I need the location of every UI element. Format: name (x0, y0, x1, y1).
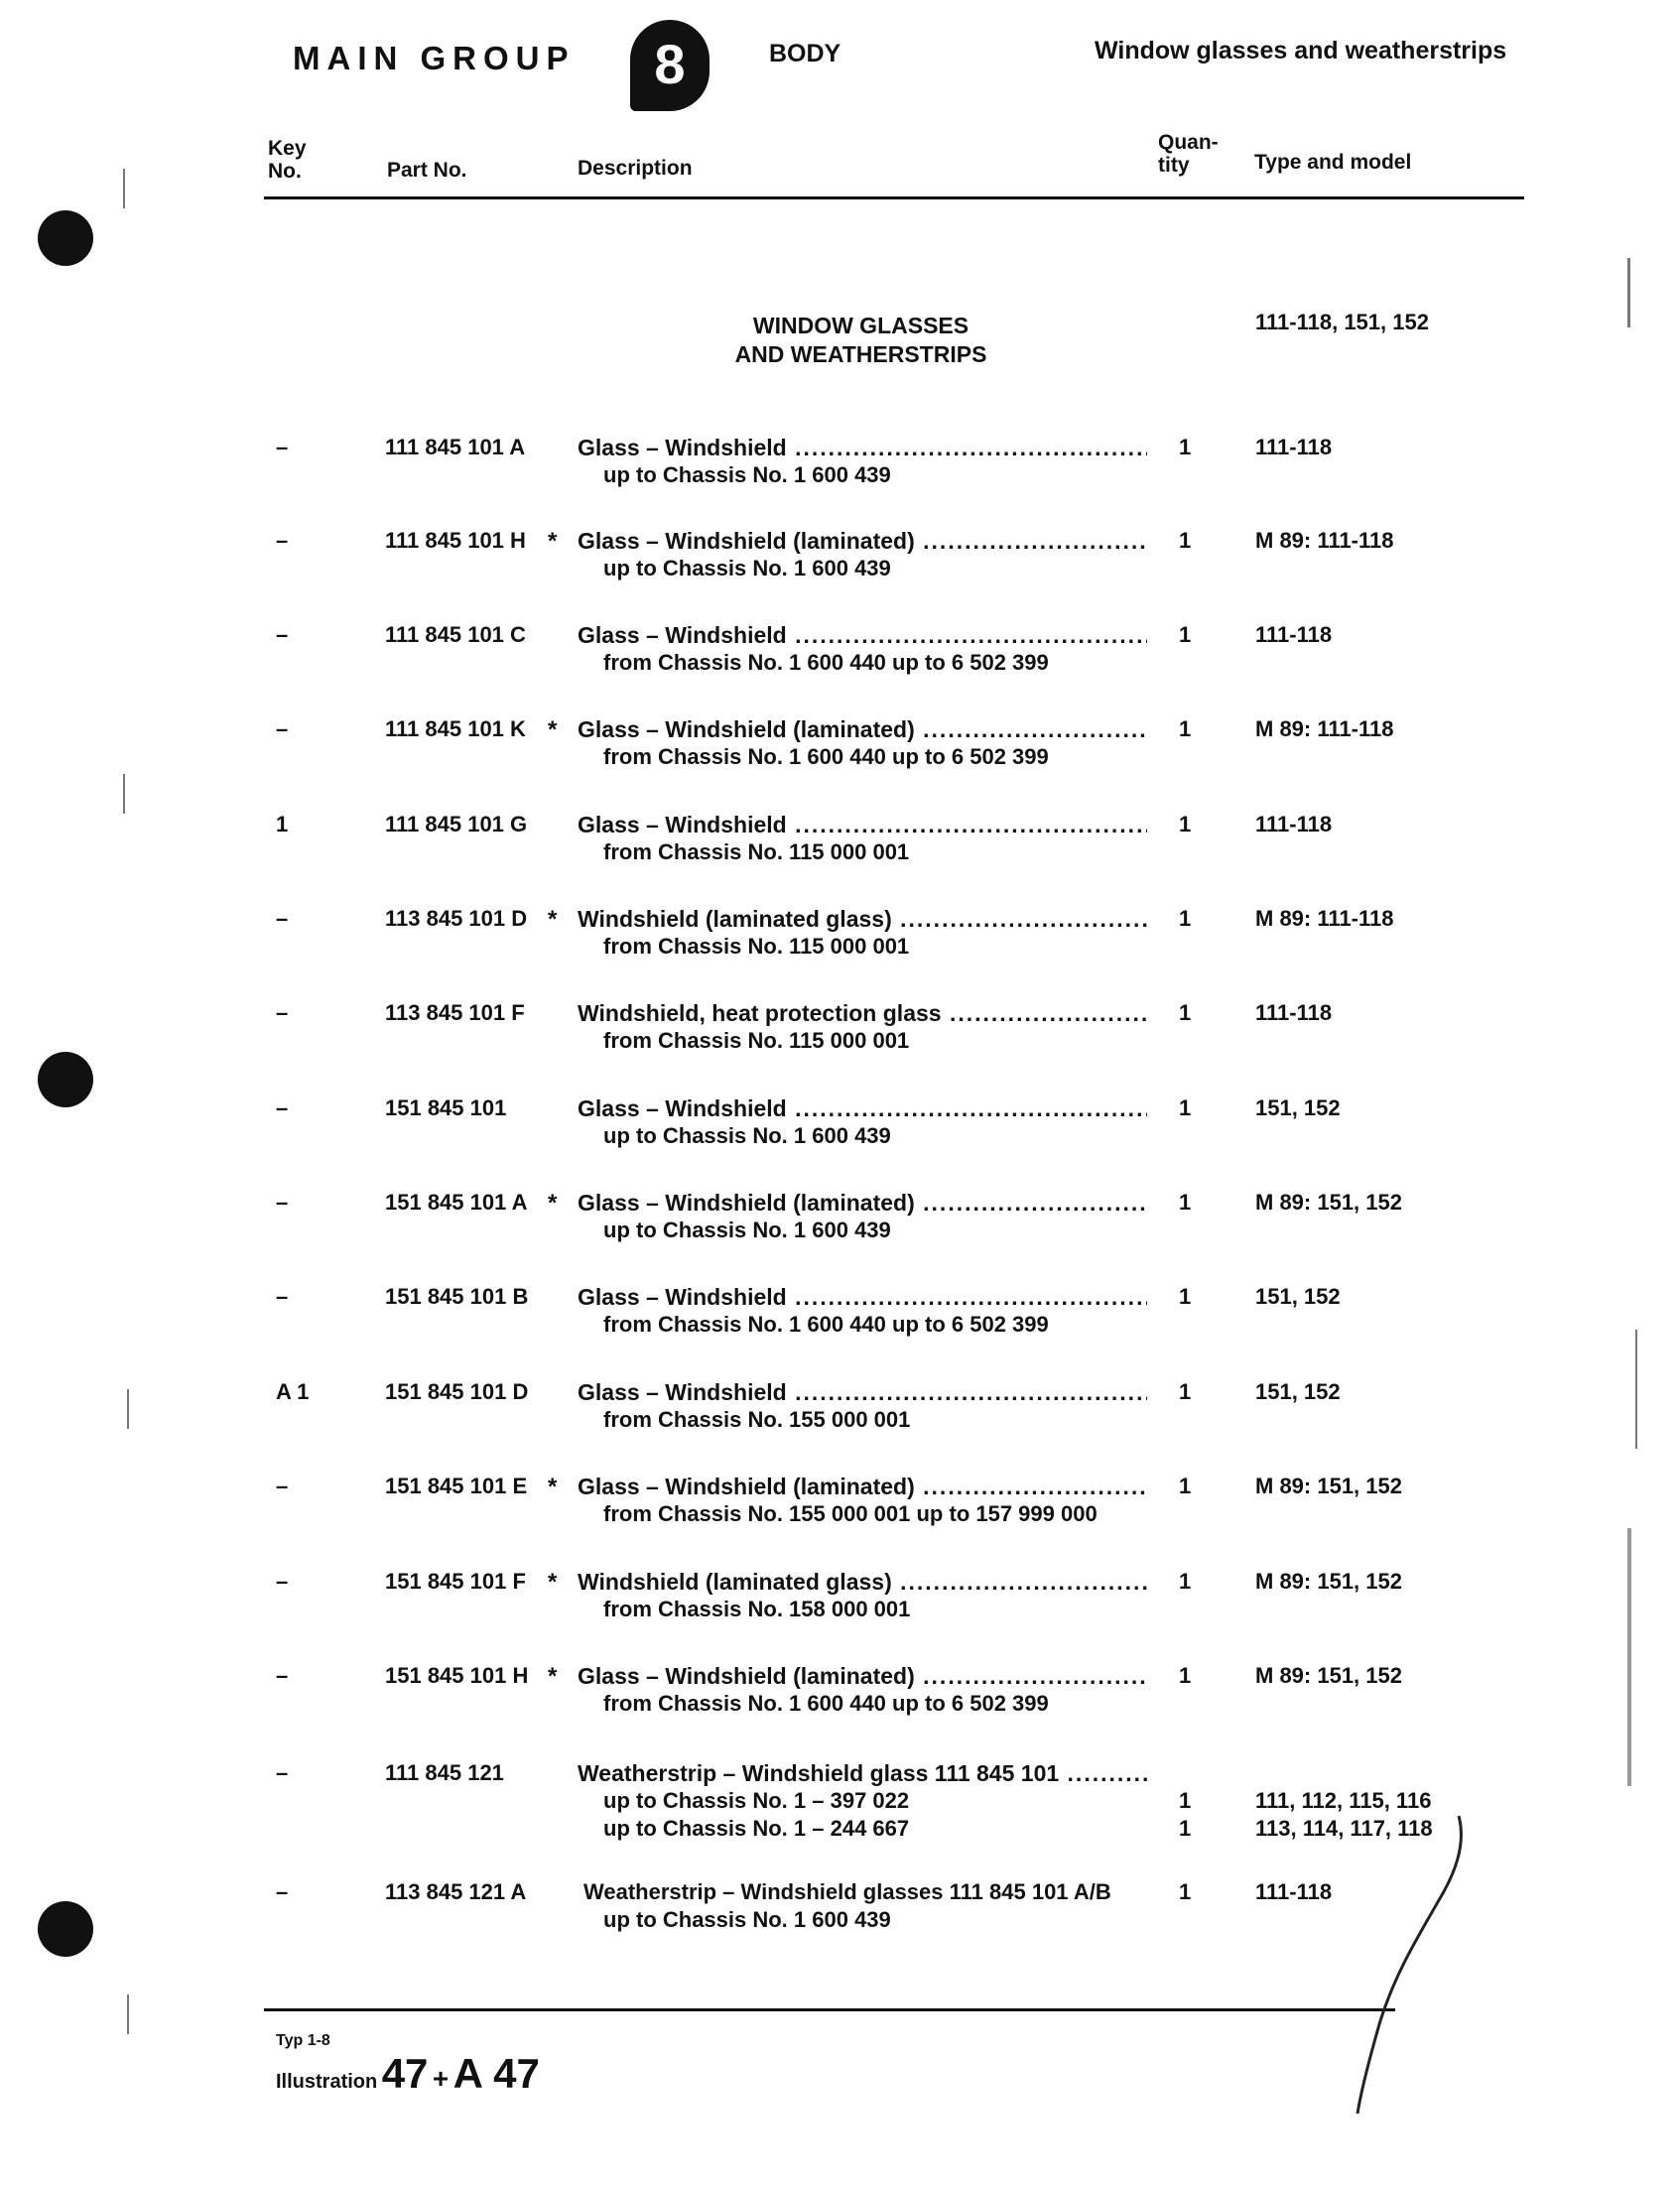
type-model: 151, 152 (1255, 1284, 1341, 1309)
col-type-model: Type and model (1254, 151, 1412, 174)
part-no: 113 845 121 A (385, 1879, 527, 1904)
part-no: 151 845 101 (385, 1095, 507, 1120)
description: Glass – Windshield (laminated) ..... (578, 1663, 1147, 1690)
part-no: 113 845 101 F (385, 1000, 525, 1025)
type-model: M 89: 151, 152 (1255, 1663, 1402, 1688)
section-label: BODY (769, 40, 841, 67)
part-no: 111 845 101 G (385, 812, 528, 836)
chassis-range: from Chassis No. 155 000 001 (603, 1407, 911, 1432)
quantity: 1 (1179, 906, 1192, 931)
section-title-line1: WINDOW GLASSES (752, 313, 969, 338)
chassis-range: up to Chassis No. 1 600 439 (603, 1907, 891, 1932)
parts-row (0, 622, 1680, 682)
chassis-range: up to Chassis No. 1 – 244 667 (603, 1816, 910, 1841)
type-model: M 89: 111-118 (1255, 716, 1394, 741)
quantity: 1 (1179, 1284, 1192, 1309)
parts-row (0, 716, 1680, 776)
quantity: 1 (1179, 1190, 1192, 1215)
key-no: – (276, 1663, 289, 1688)
part-no: 151 845 101 B (385, 1284, 529, 1309)
parts-row (0, 528, 1680, 587)
description: Glass – Windshield (laminated) ..... (578, 1190, 1147, 1217)
footer-illustration (276, 2050, 540, 2098)
description: Glass – Windshield ..... (578, 1095, 1147, 1122)
part-no: 151 845 101 A (385, 1190, 528, 1215)
key-no: – (276, 1879, 289, 1904)
chassis-range: up to Chassis No. 1 600 439 (603, 556, 891, 580)
quantity: 1 (1179, 1788, 1192, 1813)
star-marker: * (548, 1190, 558, 1217)
quantity: 1 (1179, 1879, 1192, 1904)
parts-row (0, 1663, 1680, 1723)
description: Glass – Windshield (laminated) ..... (578, 528, 1147, 555)
illustration-plus: + (432, 2063, 450, 2094)
chassis-range: from Chassis No. 155 000 001 up to 157 999 000 (603, 1501, 1098, 1526)
part-no: 113 845 101 D (385, 906, 528, 931)
illustration-number-alt: A 47 (452, 2050, 540, 2097)
type-model: M 89: 111-118 (1255, 528, 1394, 553)
type-model: M 89: 151, 152 (1255, 1474, 1402, 1498)
description: Glass – Windshield ..... (578, 622, 1147, 649)
scan-speck (123, 774, 125, 814)
scan-speck (123, 169, 125, 208)
chassis-range: up to Chassis No. 1 600 439 (603, 462, 891, 487)
subject-title: Window glasses and weatherstrips (1095, 37, 1507, 64)
part-no: 111 845 101 H (385, 528, 526, 553)
description: Glass – Windshield (laminated) ..... (578, 716, 1147, 743)
description: Glass – Windshield ..... (578, 1284, 1147, 1311)
type-model: M 89: 151, 152 (1255, 1569, 1402, 1594)
chassis-range: from Chassis No. 1 600 440 up to 6 502 399 (603, 744, 1049, 769)
star-marker: * (548, 1569, 558, 1596)
section-title (675, 312, 1047, 369)
group-number-badge: 8 (630, 20, 710, 111)
type-model: 111-118 (1255, 622, 1333, 647)
footer-typ: Typ 1-8 (276, 2032, 330, 2049)
scan-speck (1627, 1528, 1631, 1786)
key-no: – (276, 906, 289, 931)
description: Glass – Windshield ..... (578, 435, 1147, 461)
header-rule (264, 196, 1524, 199)
type-model: 111-118 (1255, 1879, 1333, 1904)
main-group-label: MAIN GROUP (293, 40, 576, 76)
key-no: – (276, 1000, 289, 1025)
parts-row (0, 1474, 1680, 1533)
quantity: 1 (1179, 812, 1192, 836)
key-no: – (276, 1095, 289, 1120)
chassis-range: up to Chassis No. 1 – 397 022 (603, 1788, 910, 1813)
quantity: 1 (1179, 622, 1192, 647)
col-part-no: Part No. (387, 159, 467, 182)
star-marker: * (548, 528, 558, 555)
type-model: 111-118 (1255, 1000, 1333, 1025)
type-model: 111, 112, 115, 116 (1255, 1788, 1432, 1813)
description: Glass – Windshield (laminated) ..... (578, 1474, 1147, 1500)
chassis-range: from Chassis No. 115 000 001 (603, 839, 910, 864)
quantity: 1 (1179, 1379, 1192, 1404)
col-description: Description (578, 157, 693, 180)
key-no: – (276, 1569, 289, 1594)
parts-row (0, 1095, 1680, 1155)
type-model: M 89: 151, 152 (1255, 1190, 1402, 1215)
scan-speck (127, 1994, 129, 2034)
key-no: A 1 (276, 1379, 310, 1404)
parts-row (0, 1190, 1680, 1249)
part-no: 151 845 101 D (385, 1379, 529, 1404)
star-marker: * (548, 716, 558, 743)
footer-rule (264, 2008, 1395, 2011)
scan-speck (1635, 1330, 1637, 1449)
key-no: – (276, 1760, 289, 1785)
type-model: 151, 152 (1255, 1379, 1341, 1404)
illustration-label: Illustration (276, 2071, 378, 2093)
col-quantity: Quan- tity (1158, 131, 1219, 177)
description: Weatherstrip – Windshield glasses 111 845 101 A/B (583, 1879, 1111, 1904)
parts-row (0, 1000, 1680, 1060)
key-no: – (276, 435, 289, 459)
part-no: 151 845 101 F (385, 1569, 526, 1594)
quantity: 1 (1179, 716, 1192, 741)
part-no: 111 845 101 K (385, 716, 526, 741)
chassis-range: from Chassis No. 115 000 001 (603, 1028, 910, 1053)
chassis-range: from Chassis No. 1 600 440 up to 6 502 399 (603, 1691, 1049, 1716)
section-type: 111-118, 151, 152 (1255, 310, 1429, 334)
binder-hole (38, 1901, 93, 1957)
part-no: 111 845 121 (385, 1760, 504, 1785)
type-model: 111-118 (1255, 812, 1333, 836)
quantity: 1 (1179, 1663, 1192, 1688)
quantity: 1 (1179, 528, 1192, 553)
quantity: 1 (1179, 1569, 1192, 1594)
description: Glass – Windshield ..... (578, 1379, 1147, 1406)
star-marker: * (548, 906, 558, 933)
key-no: – (276, 528, 289, 553)
illustration-number: 47 (381, 2050, 429, 2097)
type-model: 151, 152 (1255, 1095, 1341, 1120)
key-no: – (276, 622, 289, 647)
part-no: 151 845 101 H (385, 1663, 529, 1688)
key-no: 1 (276, 812, 289, 836)
type-model: 111-118 (1255, 435, 1333, 459)
description: Weatherstrip – Windshield glass 111 845 101 ..... (578, 1760, 1147, 1787)
chassis-range: from Chassis No. 1 600 440 up to 6 502 399 (603, 650, 1049, 675)
star-marker: * (548, 1474, 558, 1500)
part-no: 151 845 101 E (385, 1474, 528, 1498)
binder-hole (38, 1052, 93, 1107)
description: Windshield (laminated glass) ..... (578, 1569, 1147, 1596)
section-title-line2: AND WEATHERSTRIPS (734, 341, 987, 367)
type-model: 113, 114, 117, 118 (1255, 1816, 1433, 1841)
quantity: 1 (1179, 1816, 1192, 1841)
quantity: 1 (1179, 1474, 1192, 1498)
part-no: 111 845 101 C (385, 622, 526, 647)
pen-mark-icon (1350, 1806, 1498, 2123)
quantity: 1 (1179, 435, 1192, 459)
star-marker: * (548, 1663, 558, 1690)
col-key-no: Key No. (268, 137, 307, 183)
chassis-range: from Chassis No. 158 000 001 (603, 1597, 911, 1621)
quantity: 1 (1179, 1000, 1192, 1025)
scan-speck (127, 1389, 129, 1429)
parts-row (0, 1569, 1680, 1628)
chassis-range: up to Chassis No. 1 600 439 (603, 1123, 891, 1148)
description: Glass – Windshield ..... (578, 812, 1147, 838)
scan-speck (1627, 258, 1630, 327)
type-model: M 89: 111-118 (1255, 906, 1394, 931)
chassis-range: from Chassis No. 115 000 001 (603, 934, 910, 959)
key-no: – (276, 1190, 289, 1215)
description: Windshield (laminated glass) ..... (578, 906, 1147, 933)
key-no: – (276, 1284, 289, 1309)
parts-row (0, 435, 1680, 494)
key-no: – (276, 1474, 289, 1498)
part-no: 111 845 101 A (385, 435, 526, 459)
key-no: – (276, 716, 289, 741)
description: Windshield, heat protection glass ..... (578, 1000, 1147, 1027)
quantity: 1 (1179, 1095, 1192, 1120)
binder-hole (38, 210, 93, 266)
parts-row (0, 1284, 1680, 1344)
parts-row (0, 812, 1680, 871)
parts-row (0, 1379, 1680, 1439)
chassis-range: from Chassis No. 1 600 440 up to 6 502 399 (603, 1312, 1049, 1337)
chassis-range: up to Chassis No. 1 600 439 (603, 1218, 891, 1242)
parts-row (0, 906, 1680, 965)
